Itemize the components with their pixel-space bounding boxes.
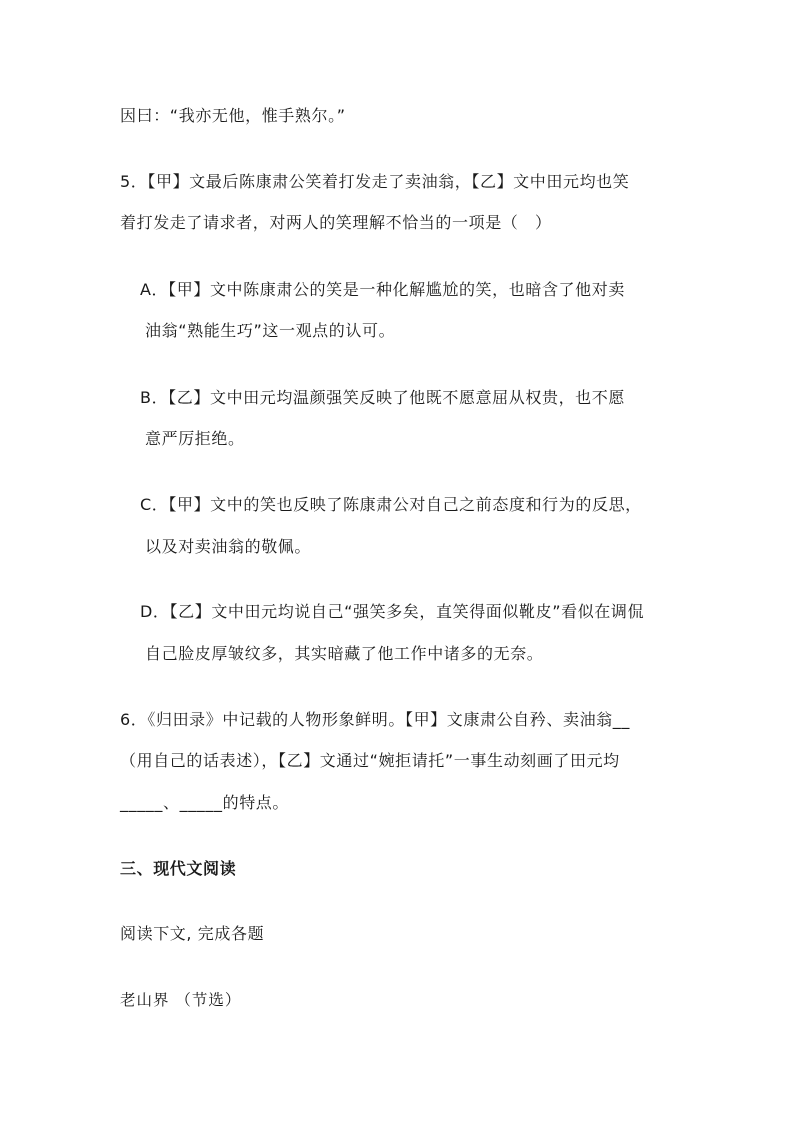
option-d-line-1: D．【乙】文中田元均说自己“强笑多矣，直笑得面似靴皮”看似在调侃 — [140, 602, 645, 621]
question-6-line-2: （用自己的话表述），【乙】文通过“婉拒请托”一事生动刻画了田元均 — [120, 751, 620, 770]
option-b-line-1: B．【乙】文中田元均温颜强笑反映了他既不愿意屈从权贵，也不愿 — [140, 388, 625, 407]
question-5-line-1: 5．【甲】文最后陈康肃公笑着打发走了卖油翁，【乙】文中田元均也笑 — [120, 172, 630, 191]
option-b-line-2: 意严厉拒绝。 — [145, 429, 245, 448]
option-c-line-2: 以及对卖油翁的敬佩。 — [145, 537, 312, 556]
option-a-line-2: 油翁“熟能生巧”这一观点的认可。 — [145, 321, 396, 340]
option-c-line-1: C．【甲】文中的笑也反映了陈康肃公对自己之前态度和行为的反思， — [140, 495, 642, 514]
quote-line: 因曰：“我亦无他，惟手熟尔。” — [120, 106, 346, 125]
reading-instruction: 阅读下文, 完成各题 — [120, 924, 265, 943]
question-6-line-3: _____、_____的特点。 — [120, 793, 290, 812]
section-heading: 三、现代文阅读 — [120, 859, 237, 878]
option-a-line-1: A．【甲】文中陈康肃公的笑是一种化解尴尬的笑，也暗含了他对卖 — [140, 280, 625, 299]
question-6-line-1: 6．《归田录》中记载的人物形象鲜明。【甲】文康肃公自矜、卖油翁__ — [120, 710, 630, 729]
question-5-line-2: 着打发走了请求者，对两人的笑理解不恰当的一项是（ ） — [120, 213, 552, 232]
option-d-line-2: 自己脸皮厚皱纹多，其实暗藏了他工作中诸多的无奈。 — [145, 644, 544, 663]
passage-title: 老山界 （节选） — [120, 991, 242, 1009]
